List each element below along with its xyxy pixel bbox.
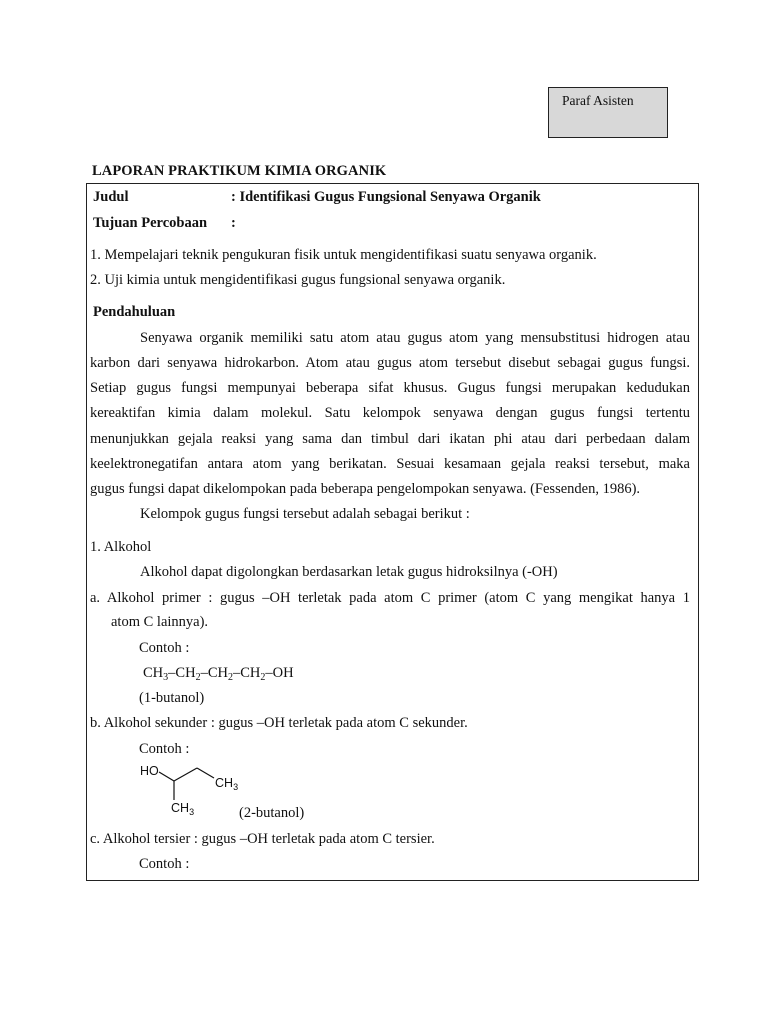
pendahuluan-heading: Pendahuluan bbox=[93, 304, 176, 320]
alkohol-sekunder: b. Alkohol sekunder : gugus –OH terletak pada atom C sekunder. bbox=[90, 715, 468, 731]
judul-value: : Identifikasi Gugus Fungsional Senyawa Organik bbox=[231, 189, 541, 205]
judul-label: Judul bbox=[93, 189, 129, 205]
intro-line-3: Setiap gugus fungsi mempunyai beberapa sifat khusus. Gugus fungsi merupakan kedudukan bbox=[90, 380, 690, 396]
bond-c3-c4 bbox=[197, 768, 214, 778]
alkohol-tersier: c. Alkohol tersier : gugus –OH terletak pada atom C tersier. bbox=[90, 831, 435, 847]
contoh-label-tersier: Contoh : bbox=[139, 856, 190, 872]
intro-line-4: kereaktifan kimia dalam molekul. Satu kelompok senyawa dengan gugus fungsi tertentu bbox=[90, 405, 690, 421]
label-ho: HO bbox=[140, 764, 159, 778]
report-title: LAPORAN PRAKTIKUM KIMIA ORGANIK bbox=[92, 163, 387, 179]
intro-line-7: gugus fungsi dapat dikelompokan pada beberapa pengelompokan senyawa. (Fessenden, 1986). bbox=[90, 481, 641, 497]
intro-line-5: menunjukkan gejala reaksi yang sama dan timbul dari ikatan phi atau dari perbedaan dalam bbox=[90, 431, 690, 447]
tujuan-label: Tujuan Percobaan bbox=[93, 215, 208, 231]
paraf-asisten-box bbox=[548, 87, 668, 138]
alkohol-primer-line-2: atom C lainnya). bbox=[111, 614, 209, 630]
group-intro: Kelompok gugus fungsi tersebut adalah sebagai berikut : bbox=[140, 506, 470, 522]
objective-2: 2. Uji kimia untuk mengidentifikasi gugus fungsional senyawa organik. bbox=[90, 272, 506, 288]
alkohol-description: Alkohol dapat digolongkan berdasarkan letak gugus hidroksilnya (-OH) bbox=[140, 564, 558, 580]
bond-c2-c3 bbox=[174, 768, 197, 781]
paraf-asisten-label: Paraf Asisten bbox=[562, 93, 634, 108]
alkohol-primer-line-1: a. Alkohol primer : gugus –OH terletak pada atom C primer (atom C yang mengikat hanya 1 bbox=[90, 590, 690, 606]
intro-line-2: karbon dari senyawa hidrokarbon. Atom atau gugus atom tersebut disebut sebagai gugus fungsi. bbox=[90, 355, 690, 371]
formula-1-butanol: $CH_3-CH_2-CH_2-CH_2-OH$ bbox=[143, 665, 294, 683]
name-1-butanol: (1-butanol) bbox=[139, 690, 205, 706]
intro-line-6: keelektronegatifan antara atom yang berikatan. Sesuai kesamaan gejala reaksi tersebut, maka bbox=[90, 456, 690, 472]
label-ch3-bottom: $CH_3$ bbox=[171, 801, 195, 817]
objective-1: 1. Mempelajari teknik pengukuran fisik untuk mengidentifikasi suatu senyawa organik. bbox=[90, 247, 597, 263]
alkohol-heading: 1. Alkohol bbox=[90, 539, 152, 555]
name-2-butanol: (2-butanol) bbox=[239, 805, 305, 821]
label-ch3-right: $CH_3$ bbox=[215, 776, 239, 792]
contoh-label-primer: Contoh : bbox=[139, 640, 190, 656]
bond-ho-c2 bbox=[159, 772, 174, 781]
intro-line-1: Senyawa organik memiliki satu atom atau gugus atom yang mensubstitusi hidrogen atau bbox=[140, 330, 690, 346]
contoh-label-sekunder: Contoh : bbox=[139, 741, 190, 757]
structure-2-butanol bbox=[138, 762, 248, 818]
tujuan-colon: : bbox=[231, 215, 236, 231]
